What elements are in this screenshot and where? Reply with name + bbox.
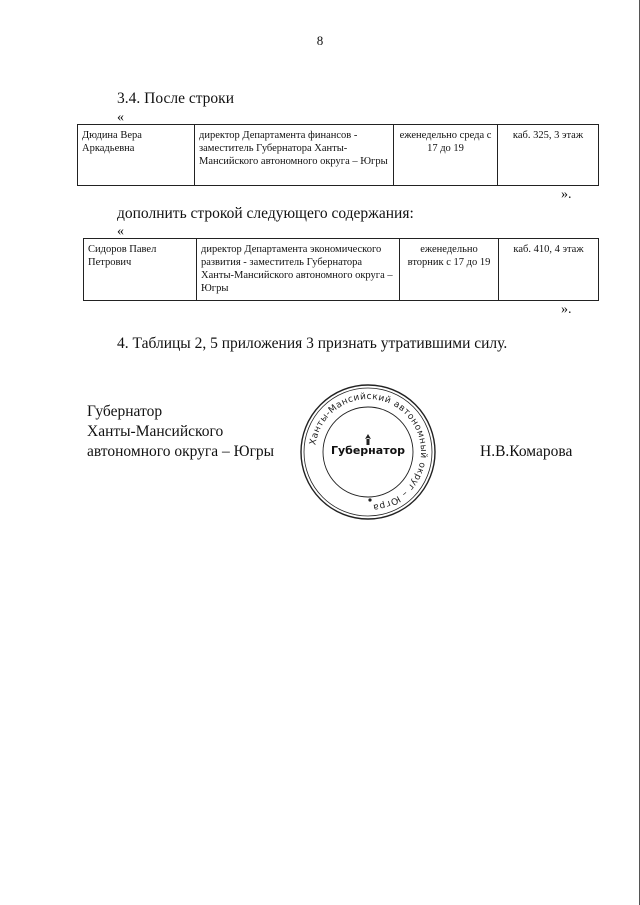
cell-room: каб. 325, 3 этаж <box>498 125 599 186</box>
cell-name: Дюдина Вера Аркадьевна <box>78 125 195 186</box>
cell-position: директор Департамента финансов - заместитель Губернатора Ханты-Мансийского автономного округа – Югры <box>195 125 394 186</box>
page-number: 8 <box>316 33 324 48</box>
table-row-old <box>77 124 599 186</box>
open-quote: « <box>117 110 124 125</box>
item-4-text: 4. Таблицы 2, 5 приложения 3 признать утратившими силу. <box>117 335 508 352</box>
seal-star-icon <box>368 498 371 501</box>
cell-name: Сидоров Павел Петрович <box>84 239 197 301</box>
seal-ring-text: Ханты-Мансийский автономный округ – Югра <box>308 391 429 512</box>
signatory-title-line3: автономного округа – Югры <box>87 443 275 460</box>
cell-schedule: еженедельно вторник с 17 до 19 <box>400 239 499 301</box>
signatory-title <box>87 402 274 462</box>
signatory-title-line1: Губернатор <box>87 403 163 420</box>
add-line-text: дополнить строкой следующего содержания: <box>117 205 414 222</box>
signatory-title-line2: Ханты-Мансийского <box>87 423 224 440</box>
close-quote: ». <box>561 187 572 202</box>
section-3-4-heading: 3.4. После строки <box>117 90 234 107</box>
cell-position: директор Департамента экономического развития - заместитель Губернатора Ханты-Мансийского автономного округа – Югры <box>197 239 400 301</box>
signatory-name: Н.В.Комарова <box>480 443 573 460</box>
close-quote: ». <box>561 302 572 317</box>
table-row-new <box>83 238 599 301</box>
seal-center-text: Губернатор <box>330 444 406 457</box>
cell-schedule: еженедельно среда с 17 до 19 <box>394 125 498 186</box>
open-quote: « <box>117 224 124 239</box>
cell-room: каб. 410, 4 этаж <box>499 239 599 301</box>
official-seal <box>298 382 438 522</box>
